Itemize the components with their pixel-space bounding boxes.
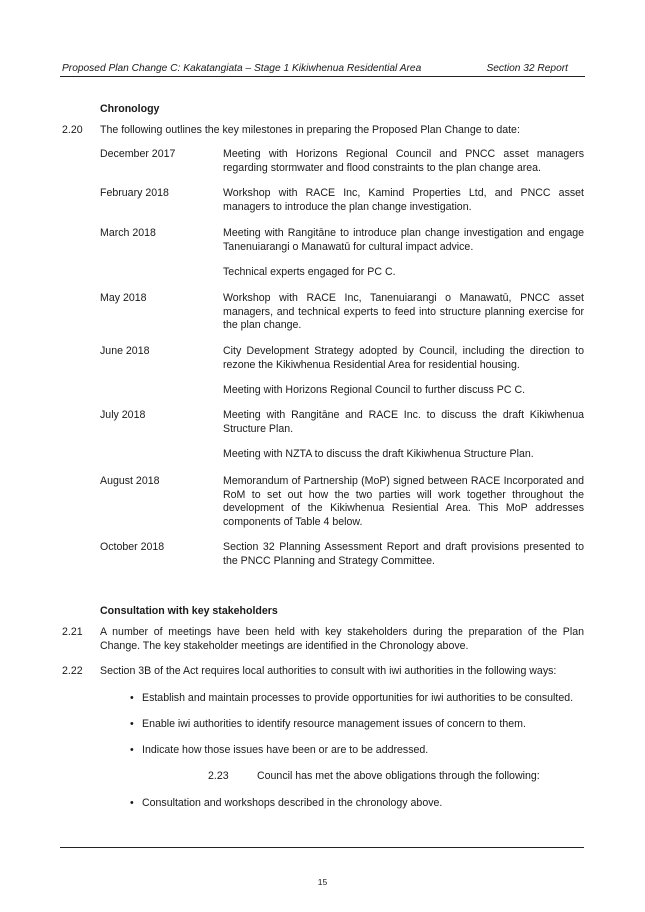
bullet-icon: • xyxy=(130,692,134,704)
list-item-text: Consultation and workshops described in the chronology above. xyxy=(142,797,443,809)
para-number-2-23: 2.23 xyxy=(208,770,229,782)
chronology-text: Meeting with Horizons Regional Council to further discuss PC C. xyxy=(223,384,526,396)
footer-rule xyxy=(60,847,584,848)
chronology-date: August 2018 xyxy=(100,475,160,487)
list-item-text: Establish and maintain processes to provide opportunities for iwi authorities to be consulted. xyxy=(142,692,574,704)
chronology-text: Technical experts engaged for PC C. xyxy=(223,266,396,278)
chronology-date: June 2018 xyxy=(100,345,150,357)
paragraph-2-22: Section 3B of the Act requires local authorities to consult with iwi authorities in the following ways: xyxy=(100,665,557,677)
chronology-text: City Development Strategy adopted by Council, including the direction to rezone the Kikiwhenua Residential Area for residential housing. xyxy=(223,345,584,371)
chronology-date: May 2018 xyxy=(100,292,147,304)
list-item xyxy=(130,744,590,758)
list-item xyxy=(130,718,590,732)
consultation-heading: Consultation with key stakeholders xyxy=(100,605,278,617)
header-rule xyxy=(60,76,585,77)
chronology-heading: Chronology xyxy=(100,103,160,115)
chronology-text: Meeting with Rangitāne to introduce plan change investigation and engage Tanenuiarangi o Manawatū for cultural impact advice. xyxy=(223,227,584,253)
para-number-2-20: 2.20 xyxy=(62,124,83,136)
header-title: Proposed Plan Change C: Kakatangiata – Stage 1 Kikiwhenua Residential Area xyxy=(62,63,422,74)
chronology-date: December 2017 xyxy=(100,148,176,160)
chronology-date: July 2018 xyxy=(100,409,146,421)
paragraph-2-21: A number of meetings have been held with key stakeholders during the preparation of the Plan Change. The key stakeholder meetings are identified in the Chronology above. xyxy=(100,626,584,652)
header-section: Section 32 Report xyxy=(486,63,568,74)
chronology-text: Memorandum of Partnership (MoP) signed between RACE Incorporated and RoM to set out how the two parties will work together throughout the development of the Kikiwhenua Resiential Area. This MoP addresses components of Table 4 below. xyxy=(223,475,584,528)
bullet-icon: • xyxy=(130,718,134,730)
chronology-text: Meeting with Horizons Regional Council and PNCC asset managers regarding stormwater and flood constraints to the plan change area. xyxy=(223,148,584,174)
chronology-text: Workshop with RACE Inc, Kamind Properties Ltd, and PNCC asset managers to introduce the plan change investigation. xyxy=(223,187,584,213)
chronology-text: Workshop with RACE Inc, Tanenuiarangi o Manawatū, PNCC asset managers, and technical experts to feed into structure planning exercise for the plan change. xyxy=(223,292,584,331)
list-item-text: Enable iwi authorities to identify resource management issues of concern to them. xyxy=(142,718,526,730)
chronology-date: March 2018 xyxy=(100,227,156,239)
list-item-text: Indicate how those issues have been or are to be addressed. xyxy=(142,744,429,756)
bullet-icon: • xyxy=(130,797,134,809)
page-number: 15 xyxy=(317,877,328,887)
list-item xyxy=(130,692,590,706)
chronology-date: February 2018 xyxy=(100,187,169,199)
chronology-date: October 2018 xyxy=(100,541,165,553)
bullet-icon: • xyxy=(130,744,134,756)
para-number-2-21: 2.21 xyxy=(62,626,83,638)
list-item xyxy=(130,797,590,811)
paragraph-2-23: Council has met the above obligations through the following: xyxy=(257,770,540,782)
chronology-text: Meeting with NZTA to discuss the draft Kikiwhenua Structure Plan. xyxy=(223,448,534,460)
para-number-2-22: 2.22 xyxy=(62,665,83,677)
chronology-intro: The following outlines the key milestones in preparing the Proposed Plan Change to date: xyxy=(100,124,520,136)
chronology-text: Section 32 Planning Assessment Report and draft provisions presented to the PNCC Planning and Strategy Committee. xyxy=(223,541,584,567)
chronology-text: Meeting with Rangitāne and RACE Inc. to discuss the draft Kikiwhenua Structure Plan. xyxy=(223,409,584,435)
